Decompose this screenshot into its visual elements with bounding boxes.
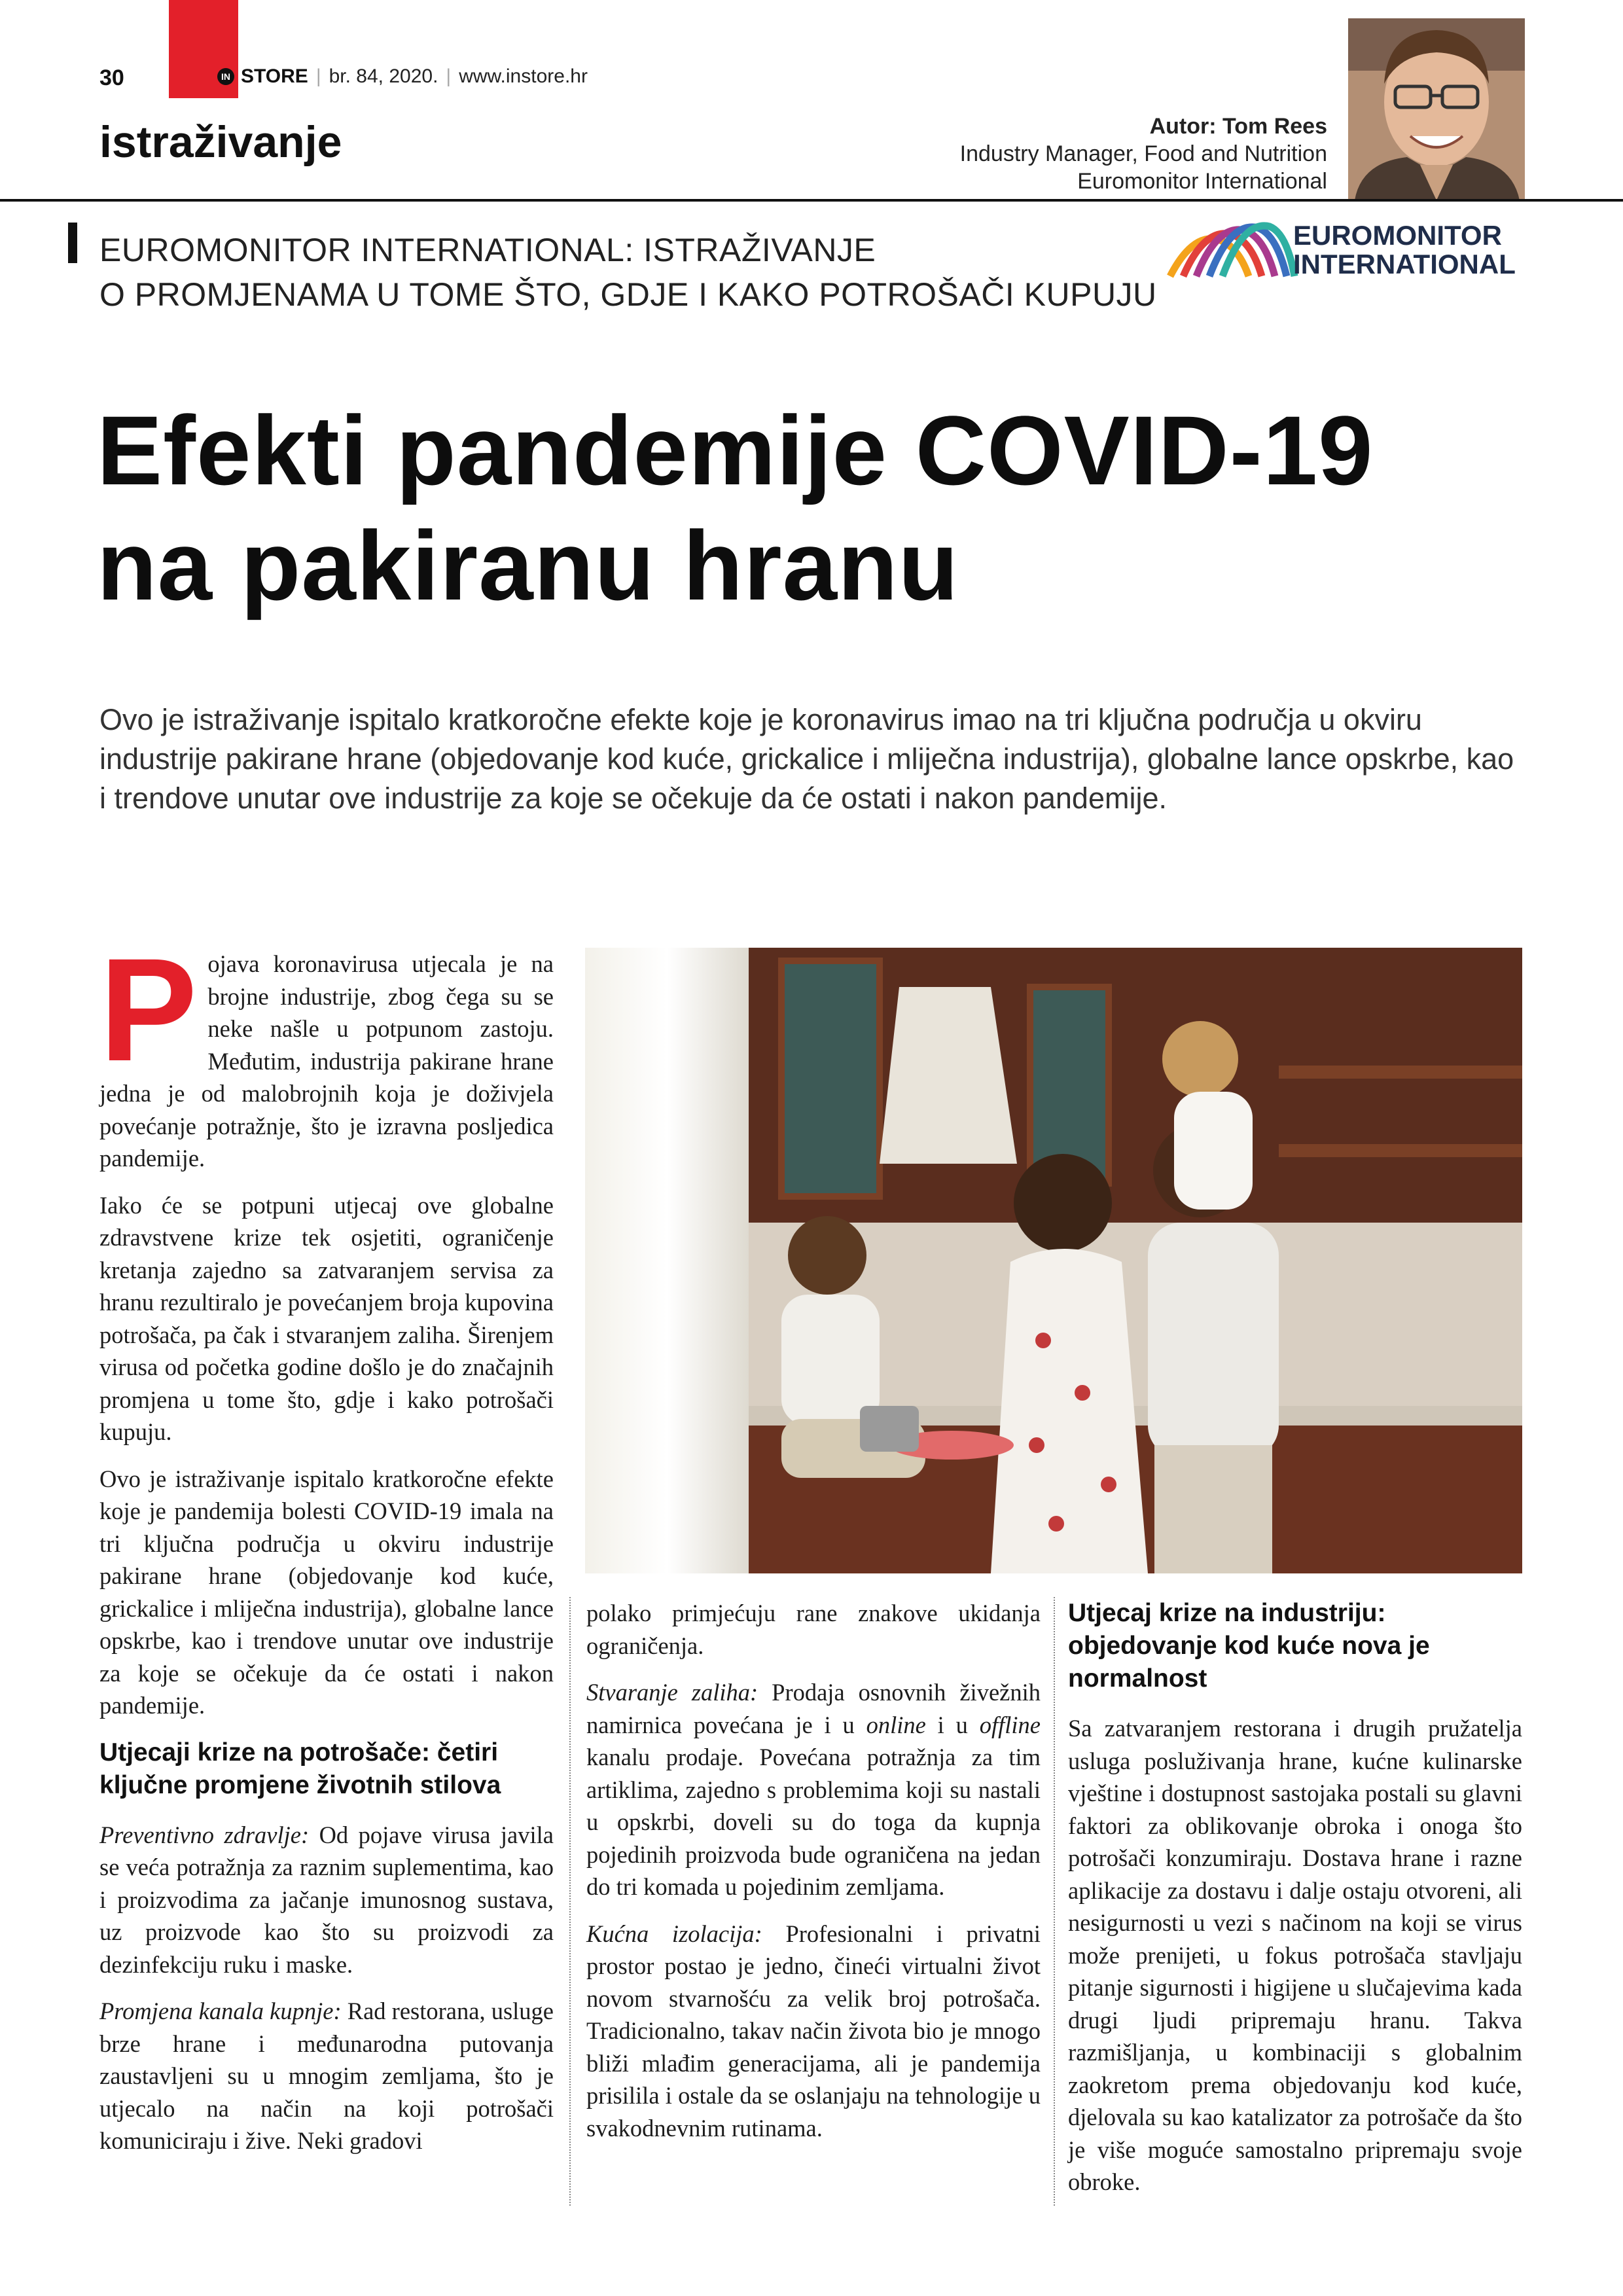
column-2 — [586, 1597, 1041, 2159]
kicker-line-2: O PROMJENAMA U TOME ŠTO, GDJE I KAKO POTROŠAČI KUPUJU — [99, 276, 1157, 313]
paragraph-1: Pojava koronavirusa utjecala je na brojne industrije, zbog čega su se neke našle u potpunom zastoju. Međutim, industrija pakirane hrane jedna je od malobrojnih koja je doživjela povećanje potražnje, što je izravna posljedica pandemije. — [99, 928, 554, 1172]
column-3 — [1068, 1597, 1522, 2213]
paragraph-3: Ovo je istraživanje ispitalo kratkoročne efekte koje je pandemija bolesti COVID-19 imala na tri ključna područja u okviru industrije pakirane hrane (objedovanje kod kuće, grickalice i mliječna industrija), globalne lance opskrbe, kao i trendove unutar ove industrije za koje se očekuje da će ostati i nakon pandemije. — [99, 1465, 554, 1719]
author-company: Euromonitor International — [1077, 169, 1327, 194]
subheading-industry: Utjecaj krize na industriju: objedovanje kod kuće nova je normalnost — [1068, 1599, 1430, 1693]
paragraph-2: Iako će se potpuni utjecaj ove globalne zdravstvene krize tek osjetiti, ograničenje kretanja zajedno sa zatvaranjem servisa za hranu rezultiralo je povećanjem broja kupovina potrošača, pa čak i stvaranjem zaliha. Širenjem virusa od početka godine došlo je do značajnih promjena u tome što, gdje i kako potrošači kupuju. — [99, 1191, 554, 1445]
masthead-store: STORE — [241, 65, 308, 87]
headline — [97, 393, 1563, 623]
website-link[interactable]: www.instore.hr — [459, 65, 588, 87]
author-block — [960, 113, 1327, 195]
headline-line-1: Efekti pandemije COVID-19 — [97, 395, 1374, 505]
issue-number: br. 84, 2020. — [329, 65, 438, 87]
paragraph-home-dining: Sa zatvaranjem restorana i drugih pružatelja usluga posluživanja hrane, kućne kulinarske vještine i dostupnost sastojaka postali su glavni faktori za oblikovanje obroka i onoga što potrošači konzumiraju. Dostava hrane i razne aplikacije za dostavu i dalje ostaju otvoreni, ali nesigurnosti u vezi s načinom na koji se virus može prenijeti, u fokus potrošača stavljaju pitanje sigurnosti i higijene u slučajevima kada drugi ljudi pripremaju hranu. Takva razmišljanja, u kombinaciji s globalnim zaokretom prema objedovanju kod kuće, djelovala su kao katalizator za potrošače da što je više moguće samostalno pripremaju svoje obroke. — [1068, 1715, 1522, 2195]
paragraph-channel-change: Promjena kanala kupnje: Rad restorana, usluge brze hrane i međunarodna putovanja zaustavljeni su u mnogim zemljama, što je utjecalo na način na koji potrošači komuniciraju i žive. Neki gradovi — [99, 1998, 554, 2154]
page-number: 30 — [99, 65, 124, 90]
column-separator — [569, 1597, 571, 2206]
lead-paragraph: Ovo je istraživanje ispitalo kratkoročne efekte koje je koronavirus imao na tri ključna područja u okviru industrije pakirane hrane (objedovanje kod kuće, grickalice i mliječna industrija), globalne lance opskrbe, kao i trendove unutar ove industrije za koje se očekuje da će ostati i nakon pandemije. — [99, 703, 1514, 815]
section-title: istraživanje — [99, 117, 342, 167]
paragraph-home-isolation: Kućna izolacija: Profesionalni i privatni prostor postao je jedno, čineći virtualni život novom stvarnošću za velik broj potrošača. Tradicionalno, takav način života bio je mnogo bliži mlađim generacijama, ali je pandemija prisilila i ostale da se oslanjaju na tehnologije u svakodnevnim rutinama. — [586, 1920, 1041, 2142]
column-1 — [99, 928, 554, 2172]
author-role: Industry Manager, Food and Nutrition — [959, 141, 1327, 166]
family-kitchen-photo — [585, 948, 1522, 1573]
paragraph-stockpiling: Stvaranje zaliha: Prodaja osnovnih živežnih namirnica povećana je i u online i u offline kanalu prodaje. Povećana potražnja za tim artiklima, zajedno s problemima koji su nastali u opskrbi, doveli su do toga da kupnja pojedinih proizvoda bude ograničena na jedan do tri komada u pojedinim zemljama. — [586, 1679, 1041, 1900]
author-portrait — [1348, 18, 1525, 200]
masthead: IN STORE | br. 84, 2020. | www.instore.hr — [217, 65, 588, 88]
kicker-bar — [68, 223, 77, 263]
headline-line-2: na pakiranu hranu — [97, 511, 959, 620]
header-rule — [0, 199, 1623, 202]
kicker-line-1: EUROMONITOR INTERNATIONAL: ISTRAŽIVANJE — [99, 232, 876, 268]
column-separator — [1054, 1597, 1055, 2206]
euromonitor-logo-text: EUROMONITOR INTERNATIONAL — [1293, 220, 1516, 279]
paragraph-preventive-health: Preventivno zdravlje: Od pojave virusa javila se veća potražnja za raznim suplementima, kao i proizvodima za jačanje imunosnog sustava, uz proizvode kao što su proizvodi za dezinfekciju ruku i maske. — [99, 1821, 554, 1978]
instore-logo-icon: IN — [217, 68, 234, 85]
subheading-consumers: Utjecaji krize na potrošače: četiri ključne promjene životnih stilova — [99, 1738, 501, 1799]
kicker — [99, 228, 1157, 317]
drop-cap: P — [99, 928, 198, 1092]
paragraph-continuation: polako primjećuju rane znakove ukidanja ograničenja. — [586, 1600, 1041, 1659]
author-name: Autor: Tom Rees — [1149, 114, 1327, 139]
